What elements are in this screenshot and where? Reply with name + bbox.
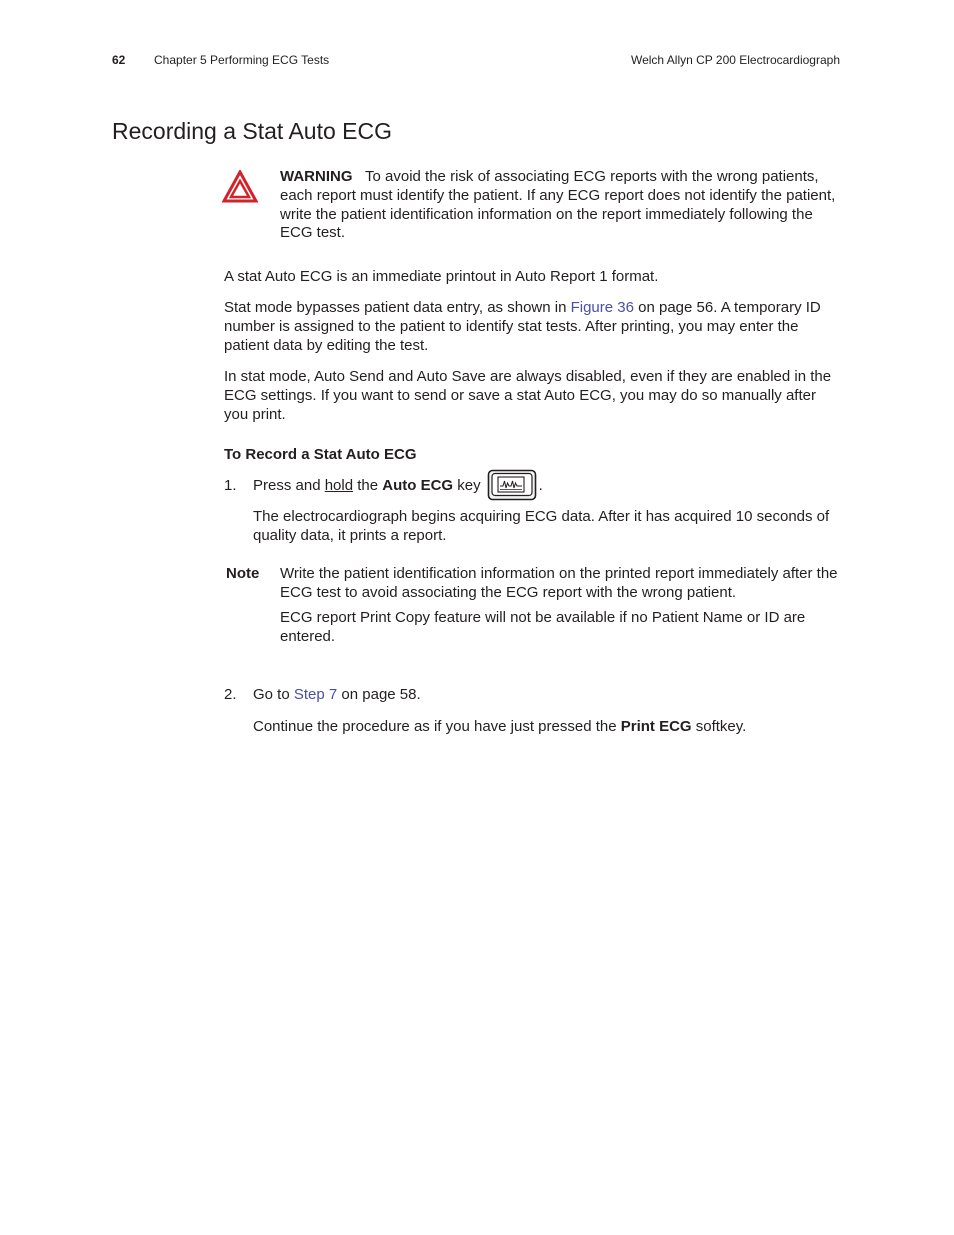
step-2-result-a: Continue the procedure as if you have just pressed the [253,718,621,735]
step-1-text-a: Press and [253,477,325,494]
note-text-1: Write the patient identification information on the printed report immediately after the ECG test to avoid associating the ECG report with the wrong patient. [280,565,838,601]
step-2-text-b: on page 58. [337,686,421,703]
auto-ecg-key-label: Auto ECG [382,477,454,494]
step-7-link[interactable]: Step 7 [293,686,338,703]
paragraph-2 [224,299,840,355]
chapter-title: Chapter 5 Performing ECG Tests [154,53,330,67]
step-2-result [253,718,746,737]
step-2-text [253,686,421,705]
step-1-number: 1. [224,477,237,494]
step-2-text-a: Go to [253,686,294,703]
step-1-text-d: . [538,477,543,494]
procedure-heading: To Record a Stat Auto ECG [224,446,417,463]
paragraph-3: In stat mode, Auto Send and Auto Save are always disabled, even if they are enabled in the ECG settings. If you want to send or save a stat Auto ECG, you may do so manually after you print. [224,368,832,423]
step-1-text [253,477,543,496]
print-ecg-softkey-label: Print ECG [620,718,692,735]
step-2-result-b: softkey. [691,718,747,735]
section-title: Recording a Stat Auto ECG [112,118,392,144]
step-1-text-c: key [453,477,481,494]
step-2-number: 2. [224,686,237,703]
warning-text: To avoid the risk of associating ECG reports with the wrong patients, each report must identify the patient. If any ECG report does not identify the patient, write the patient identification information on the report immediately following the ECG test. [280,168,836,242]
figure-36-link[interactable]: Figure 36 [570,299,634,316]
auto-ecg-key-icon [487,469,537,501]
paragraph-1: A stat Auto ECG is an immediate printout in Auto Report 1 format. [224,268,659,285]
paragraph-2-text-b: on page 56. A temporary ID number is assigned to the patient to identify stat tests. After printing, you may enter the patient data by editing the test. [224,299,821,354]
warning-triangle-icon [222,170,258,204]
page-number: 62 [112,53,126,67]
hold-word: hold [324,477,354,494]
paragraph-2-text-a: Stat mode bypasses patient data entry, as shown in [224,299,571,316]
product-title: Welch Allyn CP 200 Electrocardiograph [630,53,840,67]
step-1-result: The electrocardiograph begins acquiring ECG data. After it has acquired 10 seconds of quality data, it prints a report. [253,508,830,544]
warning-label: WARNING [280,168,353,185]
warning-block [280,168,840,243]
step-1-text-b: the [353,477,383,494]
note-label: Note [226,565,260,582]
note-text-2: ECG report Print Copy feature will not be available if no Patient Name or ID are entered. [280,609,806,645]
